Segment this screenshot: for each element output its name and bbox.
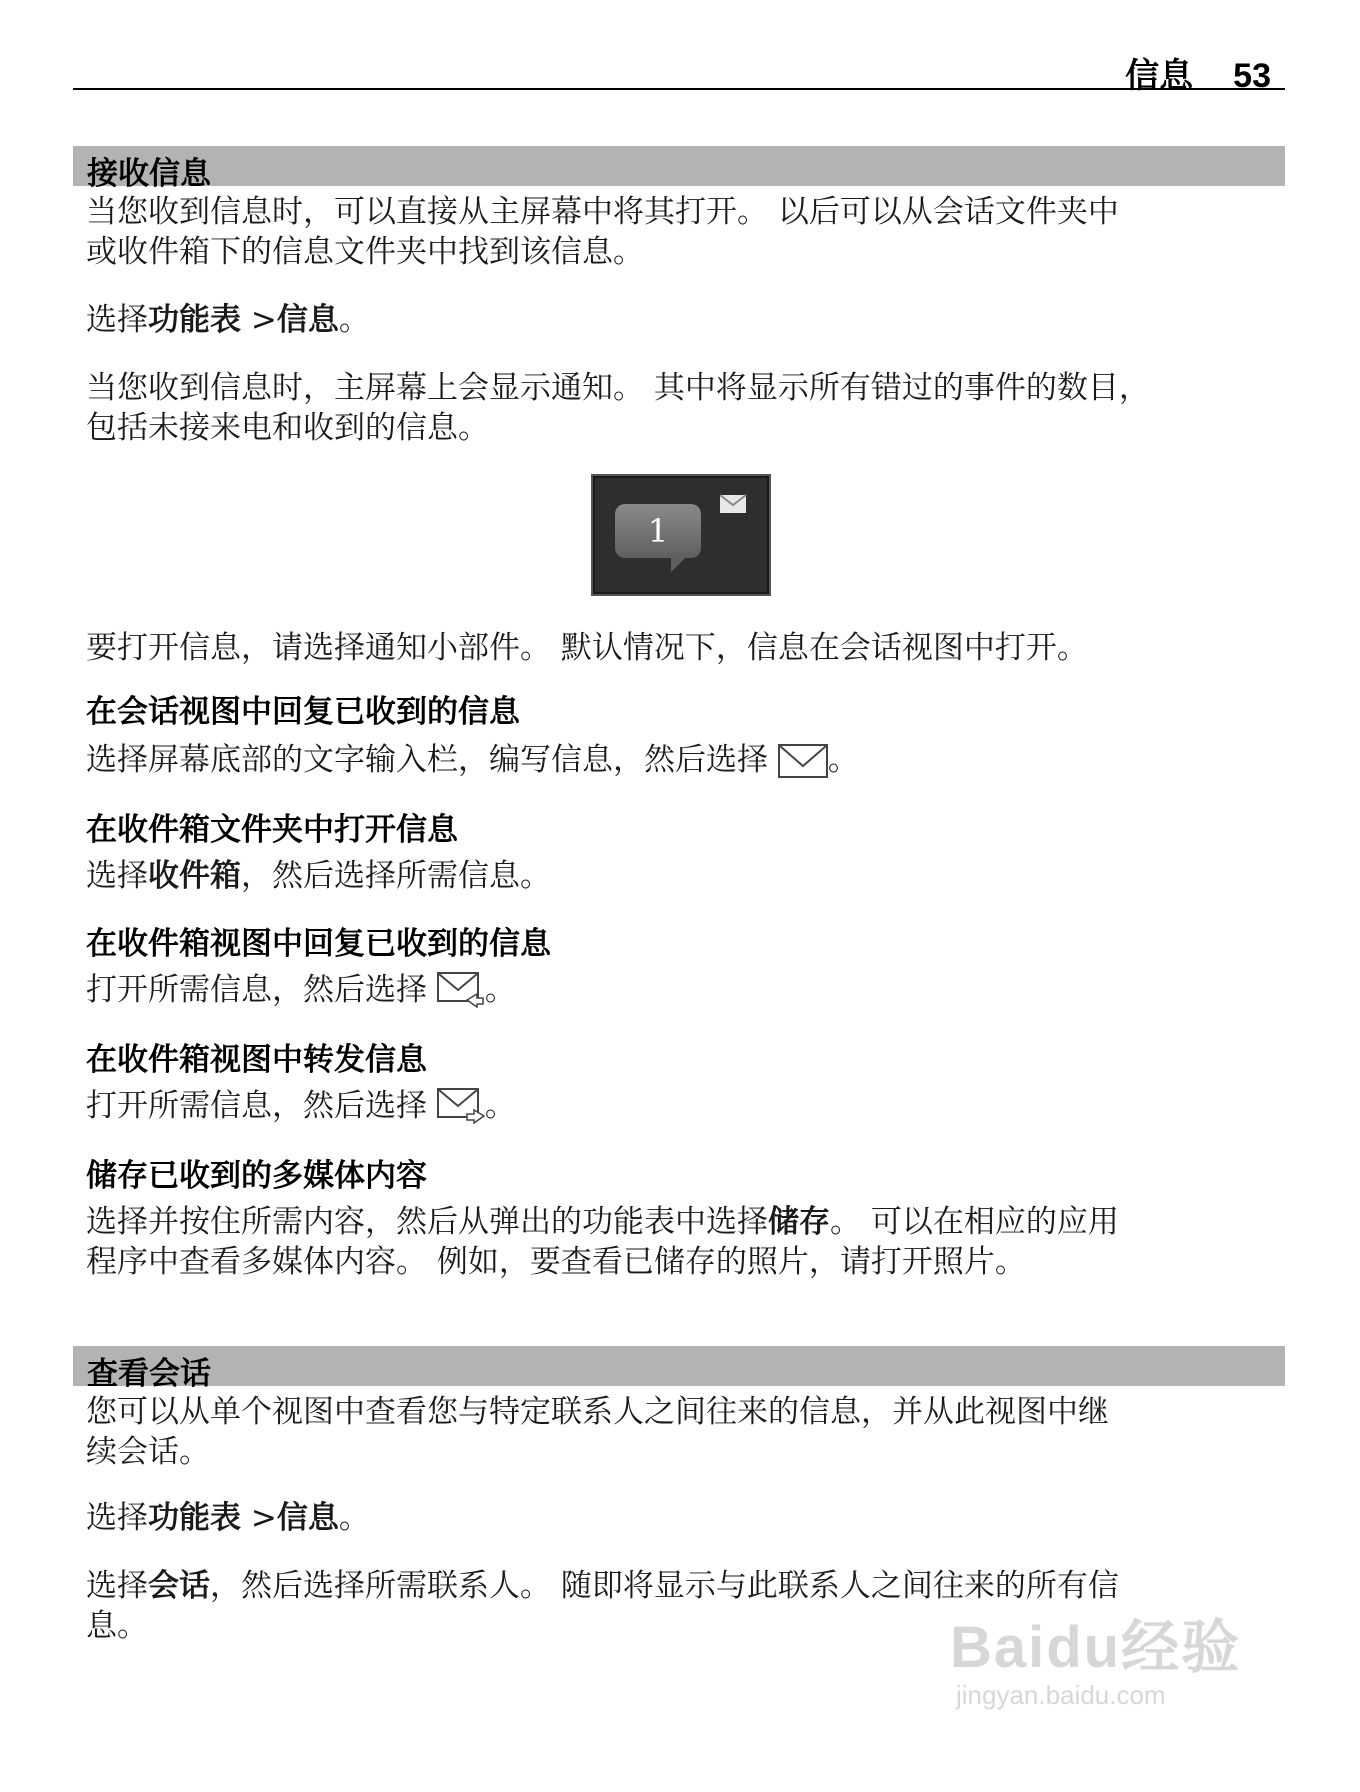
text-span: 选择 <box>86 1500 148 1536</box>
text-span: 。 <box>338 1500 370 1536</box>
open-inbox-text <box>86 856 1286 896</box>
baidu-watermark <box>950 1600 1241 1711</box>
text-span: 选择 <box>86 302 148 338</box>
heading-open-inbox: 在收件箱文件夹中打开信息 <box>86 812 458 848</box>
receive-paragraph-3 <box>86 368 1286 448</box>
envelope-icon <box>719 494 747 514</box>
text-span: 。 <box>827 742 859 778</box>
heading-reply-inbox: 在收件箱视图中回复已收到的信息 <box>86 926 551 962</box>
save-term: 储存 <box>768 1204 830 1240</box>
text-span: 打开所需信息，然后选择 <box>86 1088 437 1124</box>
watermark-url: jingyan.baidu.com <box>956 1680 1166 1710</box>
section-bar-receive <box>73 146 1285 192</box>
reply-inbox-text <box>86 970 1286 1010</box>
messages-term: 信息 <box>276 1500 339 1536</box>
page-number: 53 <box>1233 57 1271 95</box>
text-line: 息。 <box>86 1608 148 1644</box>
heading-reply-conversation: 在会话视图中回复已收到的信息 <box>86 694 520 730</box>
reply-envelope-icon <box>437 972 485 1008</box>
conversation-paragraph-1 <box>86 1392 1286 1472</box>
bubble-tail <box>671 554 689 572</box>
page-header <box>73 44 1285 95</box>
text-line: 当您收到信息时，可以直接从主屏幕中将其打开。 以后可以从会话文件夹中 <box>86 194 1119 230</box>
text-span: 打开所需信息，然后选择 <box>86 972 437 1008</box>
section-bar-conversation <box>73 1346 1285 1392</box>
text-span: 。 <box>484 1088 516 1124</box>
section-title: 接收信息 <box>87 156 211 192</box>
save-media-text <box>86 1202 1286 1282</box>
receive-paragraph-1 <box>86 192 1286 272</box>
text-span: 。 <box>484 972 516 1008</box>
text-span: 。 可以在相应的应用 <box>830 1204 1119 1240</box>
receive-paragraph-4 <box>86 628 1286 668</box>
reply-conversation-text <box>86 740 1286 780</box>
menu-term: 功能表 <box>148 302 241 338</box>
message-bubble-icon <box>615 504 701 558</box>
conversation-paragraph-2 <box>86 1498 1286 1538</box>
text-line: 当您收到信息时，主屏幕上会显示通知。 其中将显示所有错过的事件的数目， <box>86 370 1150 406</box>
text-span: 选择 <box>86 1568 148 1604</box>
menu-term: 功能表 <box>148 1500 241 1536</box>
text-line: 续会话。 <box>86 1434 210 1470</box>
inbox-term: 收件箱 <box>148 858 241 894</box>
forward-inbox-text <box>86 1086 1286 1126</box>
header-right <box>1125 48 1271 97</box>
text-line: 程序中查看多媒体内容。 例如，要查看已储存的照片，请打开照片。 <box>86 1244 1026 1280</box>
conversations-term: 会话 <box>148 1568 210 1604</box>
text-span: 选择 <box>86 858 148 894</box>
text-span: 要打开信息，请选择通知小部件。 默认情况下，信息在会话视图中打开。 <box>86 630 1088 666</box>
forward-envelope-icon <box>437 1088 485 1124</box>
section-title: 查看会话 <box>87 1356 211 1392</box>
text-line: 包括未接来电和收到的信息。 <box>86 410 489 446</box>
text-span: 选择屏幕底部的文字输入栏，编写信息，然后选择 <box>86 742 778 778</box>
heading-save-media: 储存已收到的多媒体内容 <box>86 1158 427 1194</box>
text-span: ，然后选择所需信息。 <box>241 858 551 894</box>
text-span: ，然后选择所需联系人。 随即将显示与此联系人之间往来的所有信 <box>210 1568 1119 1604</box>
message-count: 1 <box>647 512 669 550</box>
text-span: 。 <box>338 302 370 338</box>
envelope-icon <box>778 744 828 778</box>
text-line <box>86 1202 1286 1242</box>
text-line: 您可以从单个视图中查看您与特定联系人之间往来的信息，并从此视图中继 <box>86 1394 1109 1430</box>
heading-forward-inbox: 在收件箱视图中转发信息 <box>86 1042 427 1078</box>
watermark-logo: Baidu经验 <box>950 1615 1242 1680</box>
text-span: 选择并按住所需内容，然后从弹出的功能表中选择 <box>86 1204 768 1240</box>
notification-widget-figure <box>591 474 771 596</box>
header-title: 信息 <box>1125 57 1194 95</box>
receive-paragraph-2 <box>86 300 1286 340</box>
messages-term: 信息 <box>276 302 339 338</box>
text-line: 或收件箱下的信息文件夹中找到该信息。 <box>86 234 644 270</box>
separator: > <box>241 302 277 338</box>
separator: > <box>241 1500 277 1536</box>
